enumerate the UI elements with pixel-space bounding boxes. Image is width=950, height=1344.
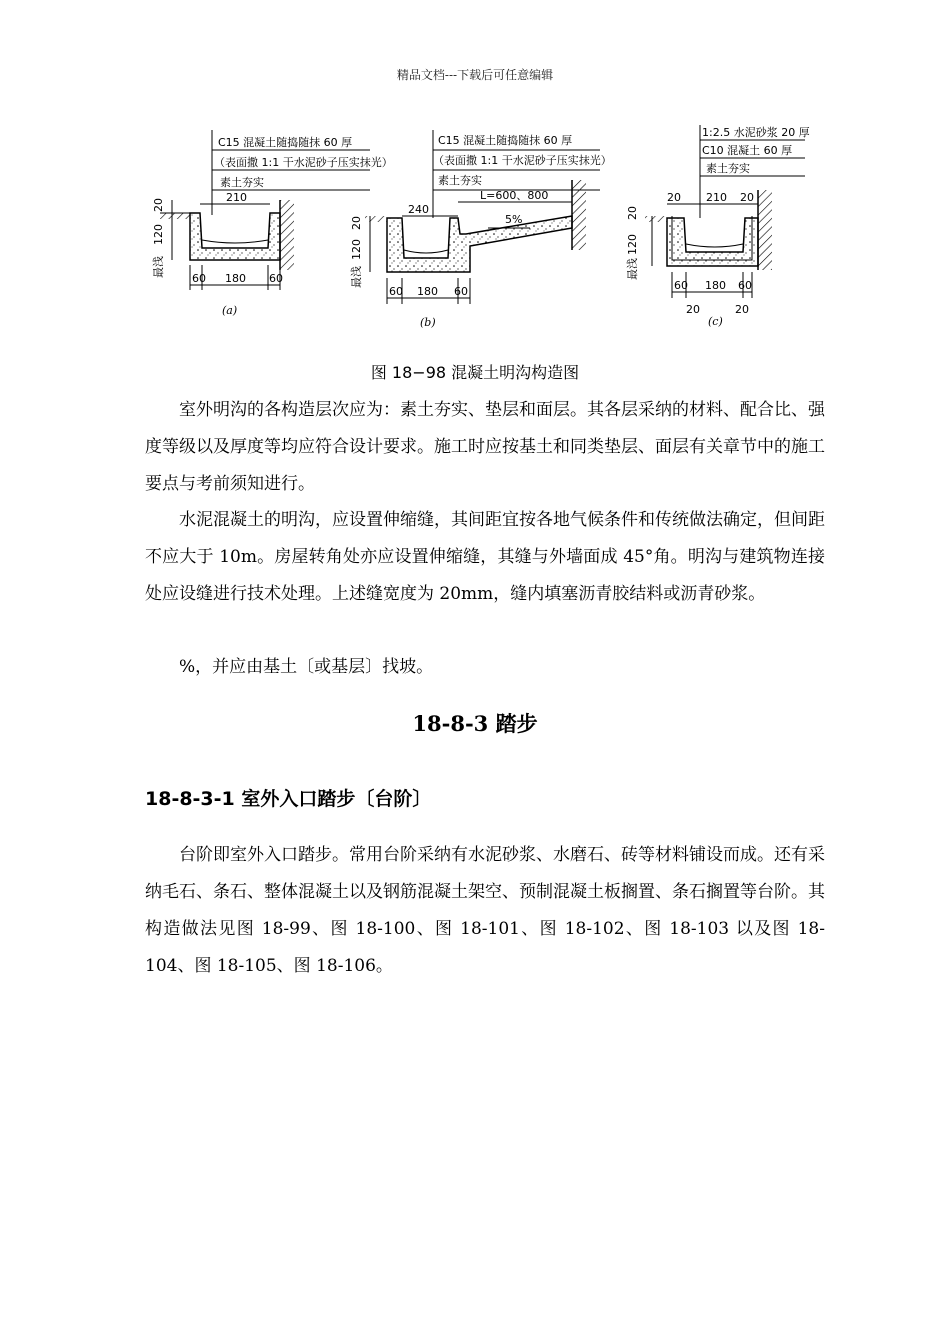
a-layer2: （表面撒 1:1 干水泥砂子压实抹光） bbox=[214, 156, 393, 169]
section-title: 18-8-3 踏步 bbox=[412, 711, 538, 736]
c-dim-top-l: 20 bbox=[667, 191, 681, 204]
subsection-title: 18-8-3-1 室外入口踏步〔台阶〕 bbox=[145, 788, 432, 810]
detail-c bbox=[625, 125, 810, 328]
c-dim-left: 60 bbox=[674, 279, 688, 292]
a-dim-top: 210 bbox=[226, 191, 247, 204]
c-dim-right: 60 bbox=[738, 279, 752, 292]
c-dim-v1: 20 bbox=[626, 206, 639, 220]
c-layer3: 素土夯实 bbox=[706, 162, 750, 175]
paragraph-3: %，并应由基土〔或基层〕找坡。 bbox=[179, 657, 434, 677]
paragraph-2: 水泥混凝土的明沟，应设置伸缩缝，其间距宜按各地气候条件和传统做法确定，但间距不应大于 10m。房屋转角处亦应设置伸缩缝，其缝与外墙面成 45°角。明沟与建筑物连接处应设缝进行技术处理。上述缝宽度为 20mm，缝内填塞沥青胶结料或沥青砂浆。 bbox=[145, 510, 825, 604]
c-label: (c) bbox=[708, 315, 723, 328]
b-dim-bottom: 180 bbox=[417, 285, 438, 298]
c-layer2: C10 混凝土 60 厚 bbox=[702, 144, 793, 157]
b-dim-top: 240 bbox=[408, 203, 429, 216]
c-dim-br: 20 bbox=[735, 303, 749, 316]
b-dim-right: 60 bbox=[454, 285, 468, 298]
paragraph-4: 台阶即室外入口踏步。常用台阶采纳有水泥砂浆、水磨石、砖等材料铺设而成。还有采纳毛石、条石、整体混凝土以及钢筋混凝土架空、预制混凝土板搁置、条石搁置等台阶。其构造做法见图 18-99、图 18-100、图 18-101、图 18-102、图 18-103 以及图 18-104、图 18-105、图 18-106。 bbox=[145, 845, 825, 976]
a-label: (a) bbox=[222, 304, 238, 317]
b-dim-left: 60 bbox=[389, 285, 403, 298]
a-dim-v1: 20 bbox=[152, 198, 165, 212]
c-dim-bottom: 180 bbox=[705, 279, 726, 292]
b-slope: 5% bbox=[505, 213, 523, 226]
figure-caption: 图 18−98 混凝土明沟构造图 bbox=[370, 363, 580, 382]
c-dim-bl: 20 bbox=[686, 303, 700, 316]
b-layer3: 素土夯实 bbox=[438, 174, 482, 187]
page-header: 精品文档---下载后可任意编辑 bbox=[396, 68, 554, 82]
a-dim-right: 60 bbox=[269, 272, 283, 285]
c-dim-top: 210 bbox=[706, 191, 727, 204]
c-dim-v2: 120 bbox=[626, 234, 639, 255]
a-dim-left: 60 bbox=[192, 272, 206, 285]
concrete-ditch-figure bbox=[140, 120, 820, 340]
b-shallow: 最浅 bbox=[350, 266, 363, 288]
b-layer2: （表面撒 1:1 干水泥砂子压实抹光） bbox=[433, 154, 612, 167]
paragraph-1: 室外明沟的各构造层次应为：素土夯实、垫层和面层。其各层采纳的材料、配合比、强度等级以及厚度等均应符合设计要求。施工时应按基土和同类垫层、面层有关章节中的施工要点与考前须知进行。 bbox=[145, 400, 825, 494]
a-layer3: 素土夯实 bbox=[220, 176, 264, 189]
b-length: L=600、800 bbox=[480, 189, 549, 202]
b-label: (b) bbox=[420, 316, 436, 329]
b-dim-v1: 20 bbox=[350, 216, 363, 230]
a-dim-bottom: 180 bbox=[225, 272, 246, 285]
b-dim-v2: 120 bbox=[350, 239, 363, 260]
b-layer1: C15 混凝土随捣随抹 60 厚 bbox=[438, 134, 573, 147]
a-shallow: 最浅 bbox=[152, 256, 165, 278]
c-layer1: 1:2.5 水泥砂浆 20 厚 bbox=[702, 126, 810, 139]
c-dim-top-r: 20 bbox=[740, 191, 754, 204]
c-shallow: 最浅 bbox=[626, 258, 639, 280]
a-dim-v2: 120 bbox=[152, 224, 165, 245]
a-layer1: C15 混凝土随捣随抹 60 厚 bbox=[218, 136, 353, 149]
